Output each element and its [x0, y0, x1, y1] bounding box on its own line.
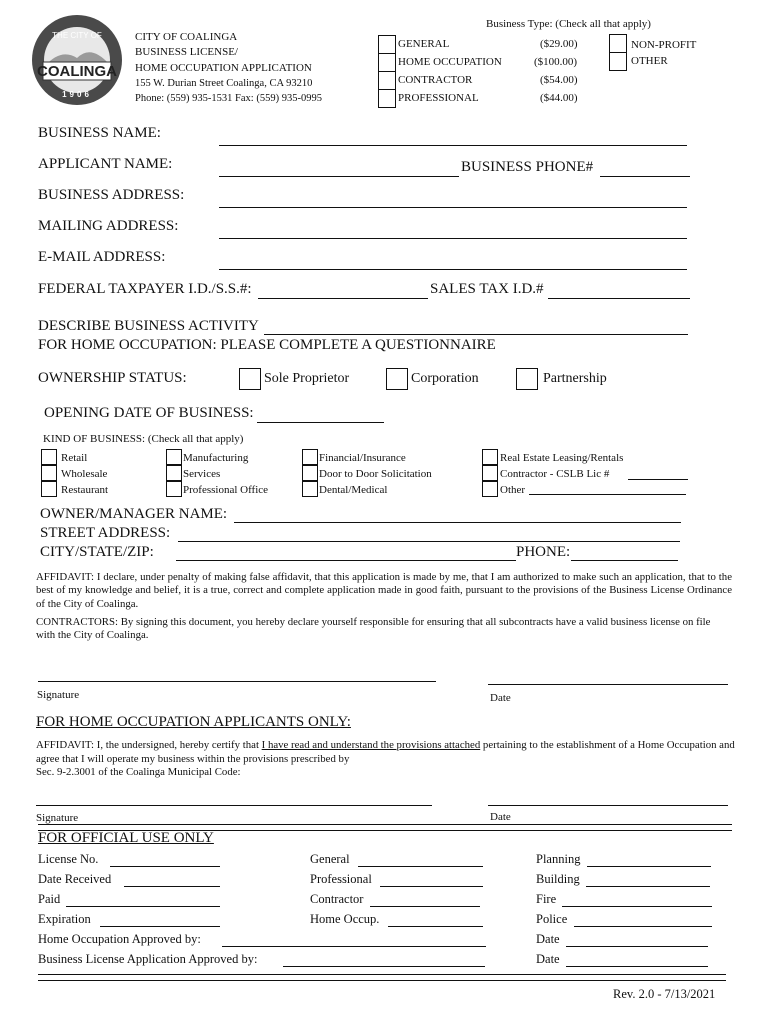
sales-tax-id-label: SALES TAX I.D.#: [430, 281, 544, 297]
checkbox-manufacturing[interactable]: [166, 449, 182, 465]
checkbox-home-occupation[interactable]: [378, 53, 396, 72]
email-address-field[interactable]: [219, 269, 687, 270]
official-police-label: Police: [536, 912, 568, 926]
checkbox-restaurant[interactable]: [41, 481, 57, 497]
home-occ-date-label: Date: [490, 811, 511, 823]
checkbox-wholesale[interactable]: [41, 465, 57, 481]
section-divider-bottom: [38, 974, 726, 981]
email-address-label: E-MAIL ADDRESS:: [38, 249, 166, 265]
corporation-label: Corporation: [411, 371, 479, 386]
official-use-heading: FOR OFFICIAL USE ONLY: [38, 830, 214, 846]
city-state-zip-label: CITY/STATE/ZIP:: [40, 544, 154, 560]
federal-taxpayer-id-label: FEDERAL TAXPAYER I.D./S.S.#:: [38, 281, 252, 297]
business-name-label: BUSINESS NAME:: [38, 125, 161, 141]
checkbox-services[interactable]: [166, 465, 182, 481]
type-nonprofit-label: NON-PROFIT: [631, 39, 697, 51]
official-home-occup-field[interactable]: [388, 926, 483, 927]
city-seal-logo: [31, 14, 123, 106]
applicant-name-field[interactable]: [219, 176, 459, 177]
seal-top-text: THE CITY OF: [52, 31, 102, 40]
kind-real-estate-label: Real Estate Leasing/Rentals: [500, 452, 624, 464]
other-kind-field[interactable]: [529, 494, 686, 495]
mailing-address-field[interactable]: [219, 238, 687, 239]
official-building-field[interactable]: [586, 886, 710, 887]
business-name-field[interactable]: [219, 145, 687, 146]
kind-contractor-cslb-label: Contractor - CSLB Lic #: [500, 468, 610, 480]
official-expiration-label: Expiration: [38, 912, 91, 926]
org-phone-fax: Phone: (559) 935-1531 Fax: (559) 935-0995: [135, 93, 322, 104]
checkbox-real-estate[interactable]: [482, 449, 498, 465]
street-address-label: STREET ADDRESS:: [40, 525, 171, 541]
official-police-field[interactable]: [574, 926, 712, 927]
business-address-label: BUSINESS ADDRESS:: [38, 187, 185, 203]
official-date-received-label: Date Received: [38, 872, 112, 886]
checkbox-professional[interactable]: [378, 89, 396, 108]
form-title-line1: BUSINESS LICENSE/: [135, 46, 238, 58]
official-fire-label: Fire: [536, 892, 557, 906]
revision-label: Rev. 2.0 - 7/13/2021: [613, 987, 716, 1001]
official-planning-field[interactable]: [587, 866, 711, 867]
seal-year-text: 1906: [62, 90, 92, 99]
kind-services-label: Services: [183, 468, 221, 480]
official-professional-field[interactable]: [380, 886, 483, 887]
official-paid-label: Paid: [38, 892, 61, 906]
describe-business-activity-label: DESCRIBE BUSINESS ACTIVITY: [38, 318, 259, 334]
business-phone-field[interactable]: [600, 176, 690, 177]
type-contractor-fee: ($54.00): [540, 74, 578, 86]
kind-other-label: Other: [500, 484, 526, 496]
type-home-occupation-fee: ($100.00): [534, 56, 578, 68]
type-other-label: OTHER: [631, 55, 668, 67]
home-occupation-affidavit: [36, 739, 736, 780]
owner-manager-name-field[interactable]: [234, 522, 681, 523]
official-paid-field[interactable]: [66, 906, 220, 907]
checkbox-sole-proprietor[interactable]: [239, 368, 261, 390]
owner-phone-label: PHONE:: [516, 544, 571, 560]
checkbox-other-type[interactable]: [609, 52, 627, 71]
kind-dental-medical-label: Dental/Medical: [319, 484, 388, 496]
type-contractor-label: CONTRACTOR: [398, 74, 473, 86]
official-license-no-label: License No.: [38, 852, 99, 866]
city-state-zip-field[interactable]: [176, 560, 516, 561]
official-contractor-label: Contractor: [310, 892, 364, 906]
applicant-signature-field[interactable]: [38, 681, 436, 682]
official-date-received-field[interactable]: [124, 886, 220, 887]
official-date-label-1: Date: [536, 932, 560, 946]
official-planning-label: Planning: [536, 852, 581, 866]
org-address: 155 W. Durian Street Coalinga, CA 93210: [135, 78, 313, 89]
official-fire-field[interactable]: [562, 906, 712, 907]
type-professional-label: PROFESSIONAL: [398, 92, 479, 104]
official-date-field-1[interactable]: [566, 946, 708, 947]
org-name: CITY OF COALINGA: [135, 31, 238, 43]
home-occ-affidavit-code: Sec. 9-2.3001 of the Coalinga Municipal Code:: [36, 766, 241, 778]
business-license-approved-by-label: Business License Application Approved by:: [38, 952, 258, 966]
applicant-date-field[interactable]: [488, 684, 728, 685]
home-occupation-questionnaire-note: FOR HOME OCCUPATION: PLEASE COMPLETE A QUESTIONNAIRE: [38, 337, 496, 353]
home-occ-date-field[interactable]: [488, 805, 728, 806]
kind-wholesale-label: Wholesale: [61, 468, 108, 480]
checkbox-other-kind[interactable]: [482, 481, 498, 497]
kind-financial-insurance-label: Financial/Insurance: [319, 452, 406, 464]
type-home-occupation-label: HOME OCCUPATION: [398, 56, 502, 68]
home-occ-affidavit-part2: pertaining to the establishment of a Home Occupation and agree that I will operate my business within the provisions prescribed by: [36, 739, 735, 765]
checkbox-partnership[interactable]: [516, 368, 538, 390]
form-title-line2: HOME OCCUPATION APPLICATION: [135, 62, 312, 74]
federal-taxpayer-id-field[interactable]: [258, 298, 428, 299]
official-building-label: Building: [536, 872, 580, 886]
home-occ-affidavit-part1: AFFIDAVIT: I, the undersigned, hereby certify that: [36, 739, 262, 751]
home-occ-affidavit-underlined: I have read and understand the provisions attached: [261, 739, 481, 751]
kind-of-business-title: KIND OF BUSINESS: (Check all that apply): [43, 433, 244, 445]
checkbox-professional-office[interactable]: [166, 481, 182, 497]
official-expiration-field[interactable]: [100, 926, 220, 927]
type-general-label: GENERAL: [398, 38, 450, 50]
checkbox-corporation[interactable]: [386, 368, 408, 390]
kind-retail-label: Retail: [61, 452, 88, 464]
checkbox-financial-insurance[interactable]: [302, 449, 318, 465]
opening-date-field[interactable]: [257, 422, 384, 423]
kind-restaurant-label: Restaurant: [61, 484, 109, 496]
opening-date-label: OPENING DATE OF BUSINESS:: [44, 405, 254, 421]
sales-tax-id-field[interactable]: [548, 298, 690, 299]
owner-manager-name-label: OWNER/MANAGER NAME:: [40, 506, 228, 522]
official-contractor-field[interactable]: [370, 906, 480, 907]
describe-business-activity-field[interactable]: [264, 334, 688, 335]
street-address-field[interactable]: [178, 541, 680, 542]
contractors-notice: CONTRACTORS: By signing this document, you hereby declare yourself responsible for ensuring that all subcontracts have a valid business license on file with the City of Coalinga.: [36, 616, 711, 642]
official-general-label: General: [310, 852, 350, 866]
official-date-label-2: Date: [536, 952, 560, 966]
checkbox-nonprofit[interactable]: [609, 34, 627, 53]
official-date-field-2[interactable]: [566, 966, 708, 967]
official-professional-label: Professional: [310, 872, 372, 886]
cslb-license-field[interactable]: [628, 479, 688, 480]
type-general-fee: ($29.00): [540, 38, 578, 50]
official-home-occup-label: Home Occup.: [310, 912, 380, 926]
business-type-title: Business Type: (Check all that apply): [486, 18, 651, 30]
business-address-field[interactable]: [219, 207, 687, 208]
kind-manufacturing-label: Manufacturing: [183, 452, 249, 464]
partnership-label: Partnership: [543, 371, 607, 386]
home-occ-approved-by-label: Home Occupation Approved by:: [38, 932, 201, 946]
ownership-status-label: OWNERSHIP STATUS:: [38, 370, 187, 386]
official-general-field[interactable]: [358, 866, 483, 867]
applicant-signature-label: Signature: [37, 689, 80, 701]
business-phone-label: BUSINESS PHONE#: [461, 159, 594, 175]
kind-professional-office-label: Professional Office: [183, 484, 269, 496]
home-occupation-heading: FOR HOME OCCUPATION APPLICANTS ONLY:: [36, 714, 351, 730]
applicant-date-label: Date: [490, 692, 511, 704]
checkbox-contractor[interactable]: [378, 71, 396, 90]
type-professional-fee: ($44.00): [540, 92, 578, 104]
checkbox-retail[interactable]: [41, 449, 57, 465]
seal-name-text: COALINGA: [37, 63, 117, 80]
kind-door-to-door-label: Door to Door Solicitation: [319, 468, 432, 480]
business-license-approved-by-field[interactable]: [283, 966, 485, 967]
checkbox-contractor-cslb[interactable]: [482, 465, 498, 481]
checkbox-door-to-door[interactable]: [302, 465, 318, 481]
owner-phone-field[interactable]: [571, 560, 678, 561]
checkbox-dental-medical[interactable]: [302, 481, 318, 497]
checkbox-general[interactable]: [378, 35, 396, 54]
sole-proprietor-label: Sole Proprietor: [264, 371, 350, 386]
official-license-no-field[interactable]: [110, 866, 220, 867]
home-occ-signature-label: Signature: [36, 812, 79, 824]
applicant-name-label: APPLICANT NAME:: [38, 156, 173, 172]
mailing-address-label: MAILING ADDRESS:: [38, 218, 179, 234]
home-occ-approved-by-field[interactable]: [222, 946, 486, 947]
home-occ-signature-field[interactable]: [36, 805, 432, 806]
affidavit-text: AFFIDAVIT: I declare, under penalty of making false affidavit, that this application is made by me, that I am authorized to make such an application, that to the best of my knowledge and belief, it is a true, correct and complete application made in good faith, pursuant to the provisions of the Business License Ordinance of the City of Coalinga.: [36, 571, 732, 610]
